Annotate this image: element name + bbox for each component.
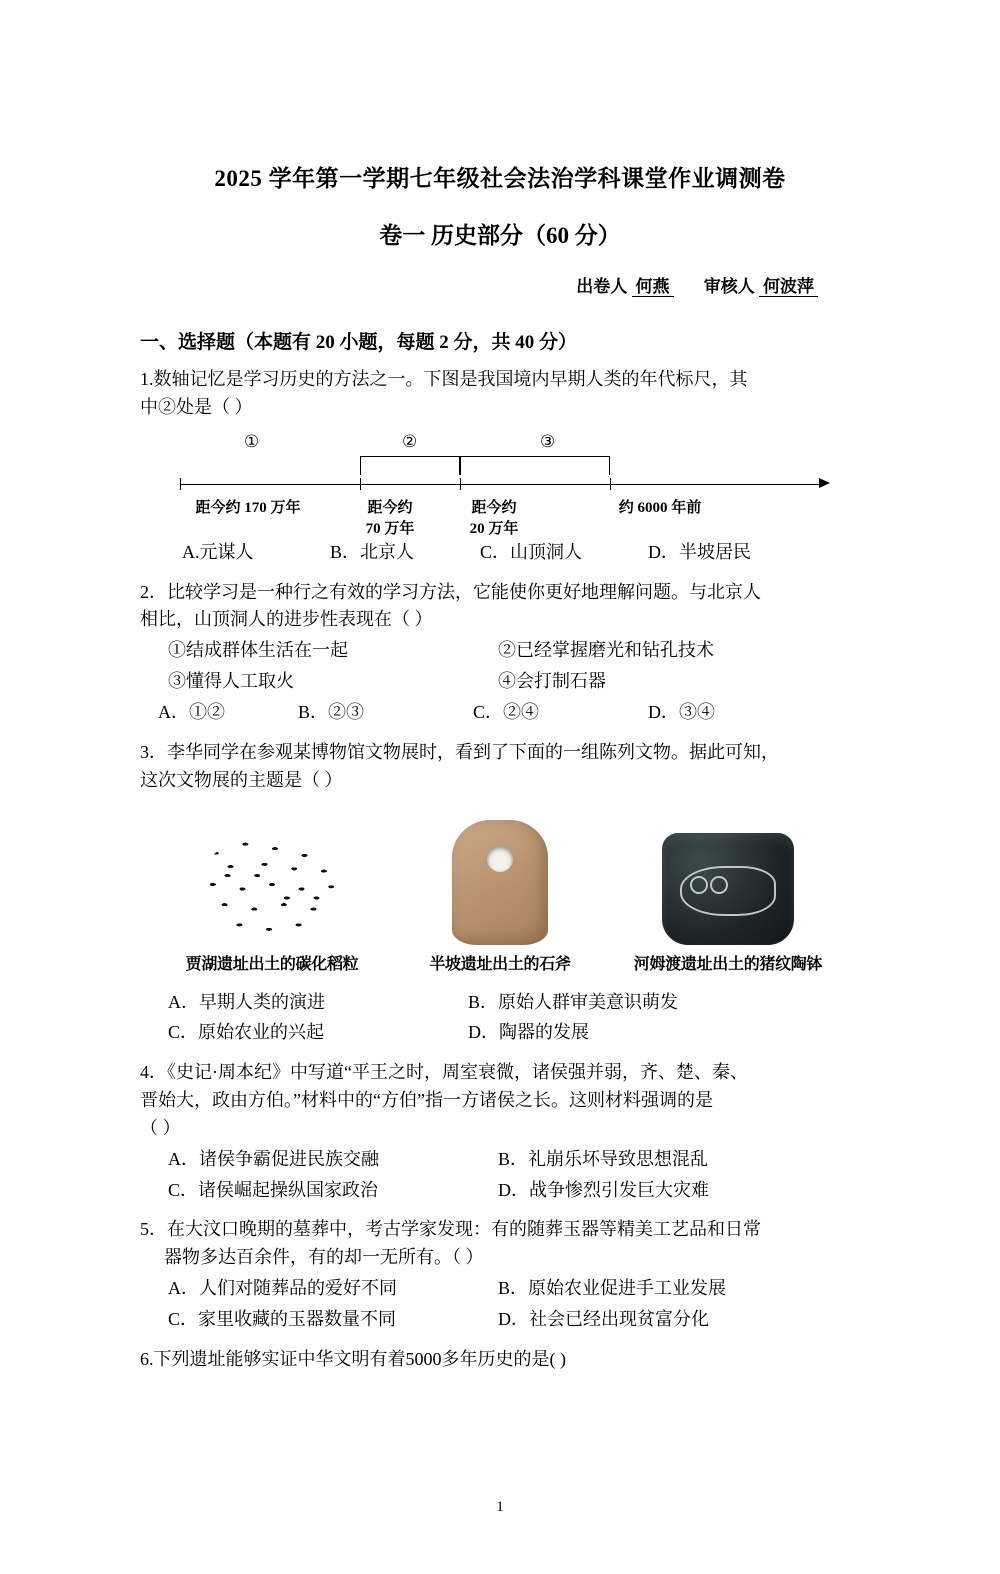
q3-artifact-figures	[140, 805, 860, 974]
q1-timeline-figure	[140, 426, 860, 538]
q2-suboption-2: ②已经掌握磨光和钻孔技术	[498, 640, 714, 661]
question-4-stem	[140, 1059, 860, 1143]
q2-option-c[interactable]: C．②④	[473, 701, 540, 722]
timeline-mark-3: ③	[540, 431, 556, 451]
artifact-caption-1: 贾湖遗址出土的碳化稻粒	[185, 955, 359, 973]
question-1-stem	[140, 366, 860, 422]
q3-option-a[interactable]: A．早期人类的演进	[168, 991, 325, 1012]
q1-option-a[interactable]: A.元谋人	[182, 541, 254, 562]
question-2-line1: 2．比较学习是一种行之有效的学习方法，它能使你更好地理解问题。与北京人	[140, 581, 761, 602]
timeline-label-2-line1: 距今约	[367, 499, 413, 516]
artifact-caption-2: 半坡遗址出土的石斧	[429, 955, 571, 973]
question-2-suboptions-row2	[140, 667, 860, 696]
q3-option-b[interactable]: B．原始人群审美意识萌发	[468, 991, 679, 1012]
timeline-axis	[180, 484, 824, 485]
section-heading: 一、选择题（本题有 20 小题，每题 2 分，共 40 分）	[140, 332, 578, 353]
question-3-line1: 3．李华同学在参观某博物馆文物展时，看到了下面的一组陈列文物。据此可知，	[140, 741, 779, 762]
q5-option-d[interactable]: D．社会已经出现贫富分化	[498, 1308, 709, 1329]
stone-axe-icon	[400, 805, 600, 945]
page-subtitle: 卷一 历史部分（60 分）	[379, 223, 621, 248]
question-5-options-row1	[140, 1274, 860, 1303]
timeline-brace-3	[460, 456, 610, 475]
artifact-item	[172, 805, 372, 974]
timeline-label-3-line1: 距今约	[471, 499, 517, 516]
page-number: 1	[496, 1499, 504, 1515]
q1-option-d[interactable]: D．半坡居民	[648, 541, 751, 562]
q2-option-a[interactable]: A．①②	[158, 701, 225, 722]
credits-line	[140, 272, 860, 297]
question-1-line1: 1.数轴记忆是学习历史的方法之一。下图是我国境内早期人类的年代标尺，其	[140, 369, 748, 389]
timeline-mark-2: ②	[402, 431, 418, 451]
question-6-stem	[140, 1346, 860, 1374]
question-1-options	[140, 538, 860, 567]
question-5-line1: 5．在大汶口晚期的墓葬中，考古学家发现：有的随葬玉器等精美工艺品和日常	[140, 1219, 761, 1240]
q5-option-c[interactable]: C．家里收藏的玉器数量不同	[168, 1308, 397, 1329]
q4-option-c[interactable]: C．诸侯崛起操纵国家政治	[168, 1179, 379, 1200]
pig-pattern-pot-icon	[628, 805, 828, 945]
q2-option-d[interactable]: D．③④	[648, 701, 715, 722]
question-2-suboptions-row1	[140, 636, 860, 665]
q4-option-a[interactable]: A．诸侯争霸促进民族交融	[168, 1148, 379, 1169]
timeline-label-3	[440, 498, 548, 540]
question-5-options-row2	[140, 1305, 860, 1334]
setter-label: 出卷人	[576, 277, 628, 296]
q2-option-b[interactable]: B．②③	[298, 701, 365, 722]
q2-suboption-1: ①结成群体生活在一起	[168, 640, 348, 661]
question-3-options-row2	[140, 1018, 860, 1047]
timeline-mark-1: ①	[244, 431, 260, 451]
timeline-tick	[460, 478, 461, 490]
reviewer-name: 何波萍	[759, 277, 818, 297]
q3-option-d[interactable]: D．陶器的发展	[468, 1022, 589, 1043]
question-1-line2: 中②处是（ ）	[140, 396, 253, 417]
q4-option-b[interactable]: B．礼崩乐坏导致思想混乱	[498, 1148, 709, 1169]
q2-suboption-3: ③懂得人工取火	[168, 671, 294, 692]
question-3-stem	[140, 739, 860, 795]
question-4-options-row2	[140, 1176, 860, 1205]
q1-option-b[interactable]: B．北京人	[330, 541, 415, 562]
timeline-label-2	[336, 498, 444, 540]
question-6-line1: 6.下列遗址能够实证中华文明有着5000多年历史的是( )	[140, 1348, 566, 1369]
timeline-label-3-line2: 20 万年	[469, 520, 519, 537]
exam-page	[0, 160, 1000, 1574]
artifact-item	[400, 805, 600, 974]
timeline-brace-2	[360, 456, 460, 475]
q3-option-c[interactable]: C．原始农业的兴起	[168, 1022, 325, 1043]
timeline-tick	[610, 478, 611, 490]
timeline-tick	[180, 478, 181, 490]
question-3-options-row1	[140, 988, 860, 1017]
question-3-line2: 这次文物展的主题是（ ）	[140, 769, 343, 790]
timeline-tick	[360, 478, 361, 490]
timeline-label-1: 距今约 170 万年	[195, 499, 301, 516]
question-4-line2: 晋始大，政由方伯。”材料中的“方伯”指一方诸侯之长。这则材料强调的是	[140, 1090, 713, 1111]
question-4-line3: （ ）	[140, 1117, 181, 1138]
artifact-caption-3: 河姆渡遗址出土的猪纹陶钵	[633, 955, 823, 973]
page-title: 2025 学年第一学期七年级社会法治学科课堂作业调测卷	[214, 166, 786, 191]
timeline-label-4: 约 6000 年前	[618, 499, 702, 516]
q4-option-d[interactable]: D．战争惨烈引发巨大灾难	[498, 1179, 709, 1200]
question-2-options	[140, 698, 860, 727]
rice-grains-icon	[172, 805, 372, 945]
q1-option-c[interactable]: C．山顶洞人	[480, 541, 583, 562]
question-5-stem	[140, 1216, 860, 1272]
question-2-line2: 相比，山顶洞人的进步性表现在（ ）	[140, 609, 433, 630]
artifact-item	[628, 805, 828, 974]
question-2-stem	[140, 579, 860, 635]
setter-name: 何燕	[632, 277, 674, 297]
q5-option-b[interactable]: B．原始农业促进手工业发展	[498, 1278, 727, 1299]
timeline-label-2-line2: 70 万年	[365, 520, 415, 537]
question-4-line1: 4．《史记·周本纪》中写道“平王之时，周室衰微，诸侯强并弱，齐、楚、秦、	[140, 1062, 748, 1083]
timeline-arrow-icon	[819, 478, 830, 488]
q5-option-a[interactable]: A．人们对随葬品的爱好不同	[168, 1278, 397, 1299]
question-5-line2: 器物多达百余件，有的却一无所有。（ ）	[164, 1247, 484, 1268]
question-4-options-row1	[140, 1145, 860, 1174]
q2-suboption-4: ④会打制石器	[498, 671, 606, 692]
reviewer-label: 审核人	[703, 277, 755, 296]
